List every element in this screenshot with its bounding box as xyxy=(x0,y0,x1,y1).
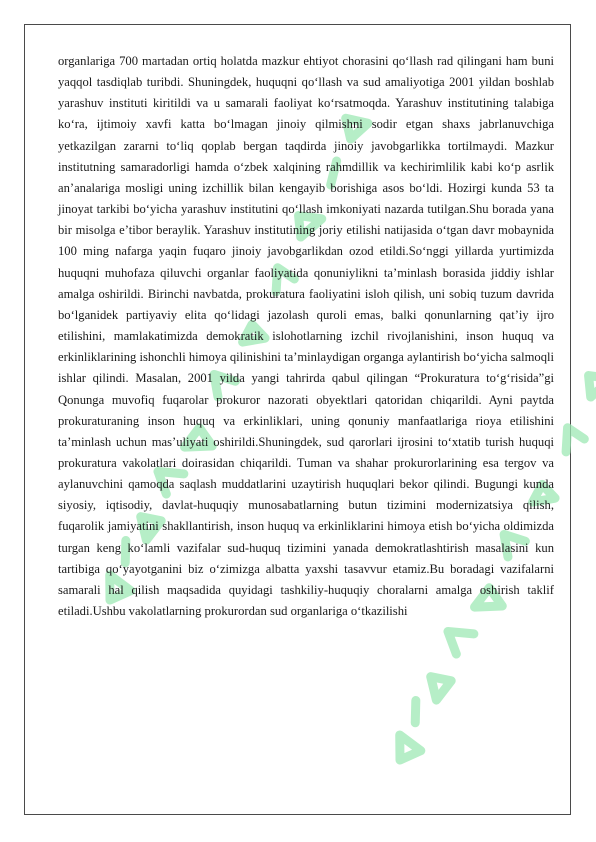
body-paragraph: organlariga 700 martadan ortiq holatda mazkur ehtiyot chorasini qo‘llash rad qilingani ham buni yaqqol tasdiqlab turibdi. Shuningdek, huquqni qo‘llash va sud amaliyotiga 2001 yildan boshlab yarashuv instituti kiritildi va u samarali faoliyat ko‘rsatmoqda. Yarashuv institutining talabiga ko‘ra, ijtimoiy xavfi katta bo‘lmagan jinoiy qilmishni sodir etgan shaxs jabrlanuvchiga yetkazilgan zararni to‘liq qoplab bergan taqdirda jinoiy javobgarlikka tortilmaydi. Mazkur institutning samaradorligi hamda o‘zbek xalqining rahmdillik va kechirimlilik kabi ko‘p asrlik an’analariga mosligi uning izchillik bilan kengayib borishiga asos bo‘ldi. Hozirgi kunda 53 ta jinoyat tarkibi bo‘yicha yarashuv institutini qo‘llash imkoniyati nazarda tutilgan.Shu borada yana bir misolga e’tibor beraylik. Yarashuv institutining joriy etilishi natijasida o‘tgan davr mobaynida 100 ming nafarga yaqin fuqaro jinoiy javobgarlikdan ozod etildi.So‘nggi yillarda yurtimizda huquqni muhofaza qiluvchi organlar faoliyatida qonuniylikni ta’minlash borasida jiddiy ishlar amalga oshirildi. Birinchi navbatda, prokuratura faoliyatini isloh qilish, uni sobiq tuzum davrida bo‘lganidek partiyaviy elita qo‘lidagi jazolash quroli emas, balki qonunlarning qat’iy ijro etilishini, mamlakatimizda demokratik islohotlarning izchil rivojlanishini, inson huquq va erkinliklarining ishonchli himoya qilinishini ta’minlaydigan organga aylantirish bo‘yicha salmoqli ishlar qilindi. Masalan, 2001 yilda yangi tahrirda qabul qilingan “Prokuratura to‘g‘risida”gi Qonunga muvofiq fuqarolar prokuror nazorati obyektlari qatoridan chiqarildi. Ayni paytda prokuraturaning inson huquq va erkinliklari, uning qonuniy manfaatlariga rioya etilishini ta’minlash uchun mas’uliyati oshirildi.Shuningdek, sud qarorlari ijrosini to‘xtatib turish huquqi prokuratura vakolatlari doirasidan chiqarildi. Tuman va shahar prokurorlarining esa tergov va aylanuvchini qamoqda saqlash muddatlarini uzaytirish huquqlari bekor qilindi. Bugungi kunda siyosiy, iqtisodiy, davlat-huquqiy munosabatlarning butun tizimini modernizatsiya qilish, fuqarolik jamiyatini shakllantirish, inson huquq va erkinliklarini himoya etish bo‘yicha oldimizda turgan keng ko‘lamli vazifalar sud-huquq tizimini yanada demokratlashtirish masalasini kun tartibiga qo‘yayotganini biz o‘zimizga albatta yaxshi tasavvur etamiz.Bu boradagi vazifalarni samarali hal qilish maqsadida quyidagi tashkiliy-huquqiy choralarni amalga oshirish taklif etiladi.Ushbu vakolatlarning prokurordan sud organlariga o‘tkazilishi xyxy=(58,54,554,619)
